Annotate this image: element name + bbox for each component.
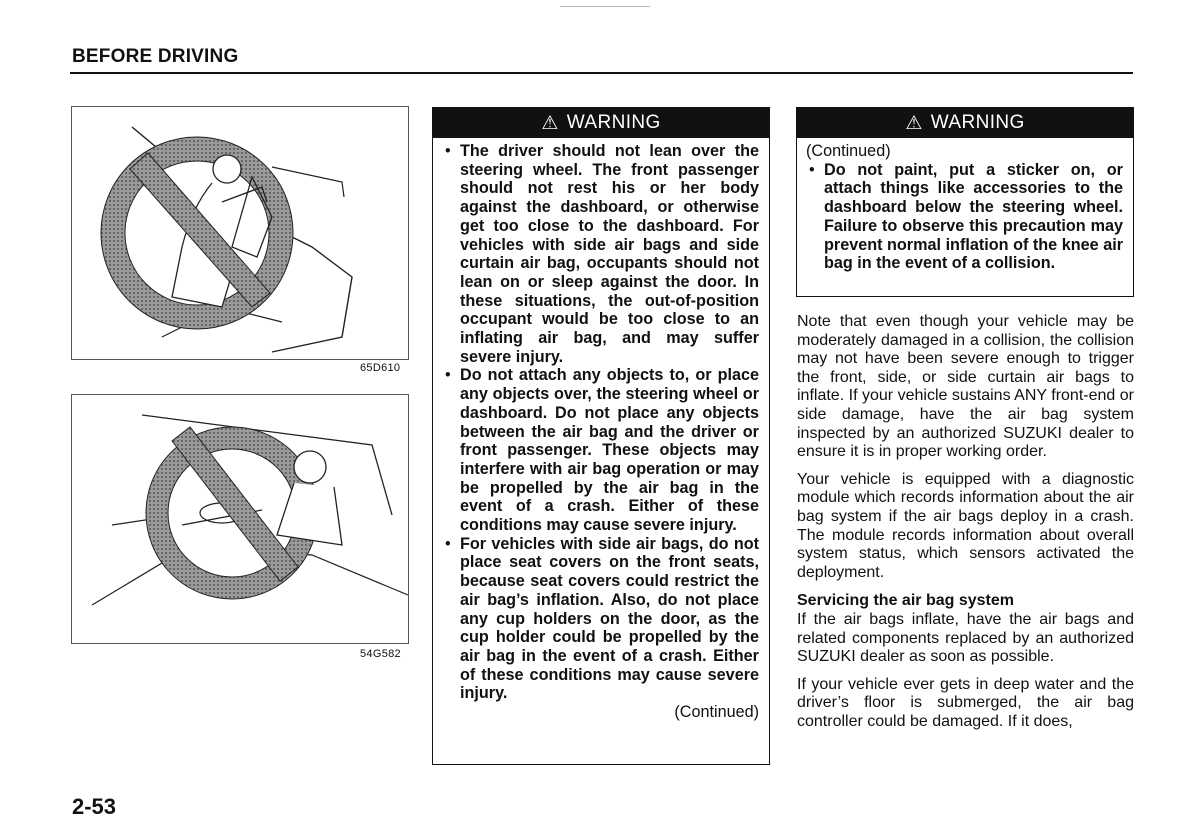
- paragraph: If your vehicle ever gets in deep water and the driver’s floor is submerged, the air bag controller could be damaged. If it does,: [797, 675, 1134, 730]
- warning-title: WARNING: [930, 112, 1025, 133]
- warning-item: • For vehicles with side air bags, do not place seat covers on the front seats, because seat covers could restrict the air bag’s inflation. Also, do not place any cup holders on the door, as the cup holder could be propelled by the air bag in the event of a crash. Either of these conditions may cause severe injury.: [442, 535, 759, 703]
- continued-label: (Continued): [806, 142, 891, 160]
- top-scan-line: [560, 6, 650, 7]
- section-header: BEFORE DRIVING: [72, 46, 239, 67]
- figure-no-leaning: [71, 106, 409, 360]
- continued-label: (Continued): [674, 703, 759, 722]
- paragraph: Your vehicle is equipped with a diagnostic module which records information about the air bag system if the air bags deploy in a crash. The module records information about overall system status, which sensors activated the deployment.: [797, 470, 1134, 581]
- figure-code: 65D610: [360, 362, 401, 374]
- paragraph: Note that even though your vehicle may be moderately damaged in a collision, the collision may not have been severe enough to trigger the front, side, or side curtain air bags to inflate. If your vehicle sustains ANY front-end or side damage, have the air bag system inspected by an authorized SUZUKI dealer to ensure it is in proper working order.: [797, 313, 1134, 461]
- figure-code: 54G582: [360, 648, 401, 660]
- figure-no-door-lean: [71, 394, 409, 644]
- warning-box-knee-airbag: [796, 107, 1134, 297]
- warning-box-airbag-position: [432, 107, 770, 765]
- page-number: 2-53: [72, 794, 117, 819]
- warning-triangle-icon: ⚠: [541, 112, 559, 134]
- warning-header: [797, 108, 1133, 138]
- no-leaning-over-wheel-illustration: [72, 107, 408, 359]
- header-rule: [70, 72, 1133, 74]
- subheading: Servicing the air bag system: [797, 592, 1014, 610]
- paragraph: If the air bags inflate, have the air bags and related components replaced by an authorized SUZUKI dealer as soon as possible.: [797, 610, 1134, 666]
- warning-triangle-icon: ⚠: [905, 112, 923, 134]
- no-sleeping-against-door-illustration: [72, 395, 408, 643]
- warning-item: • Do not attach any objects to, or place any objects over, the steering wheel or dashboard. Do not place any objects between the air bag and the driver or front passenger. These objects may interfere with air bag operation or may be propelled by the air bag in the event of a crash. Either of these conditions may cause severe injury.: [442, 366, 759, 534]
- warning-title: WARNING: [566, 112, 661, 133]
- warning-header: [433, 108, 769, 138]
- body-text-column: [797, 313, 1134, 740]
- warning-item: • The driver should not lean over the steering wheel. The front passenger should not rest his or her body against the dashboard, or otherwise get too close to the dashboard. For vehicles with side air bags and side curtain air bag, occupants should not lean on or sleep against the door. In these situations, the out-of-position occupant would be too close to an inflating air bag, and may suffer severe injury.: [442, 142, 759, 366]
- warning-item: • Do not paint, put a sticker on, or attach things like accessories to the dashboard below the steering wheel. Failure to observe this precaution may prevent normal inflation of the knee air bag in the event of a collision.: [806, 161, 1123, 273]
